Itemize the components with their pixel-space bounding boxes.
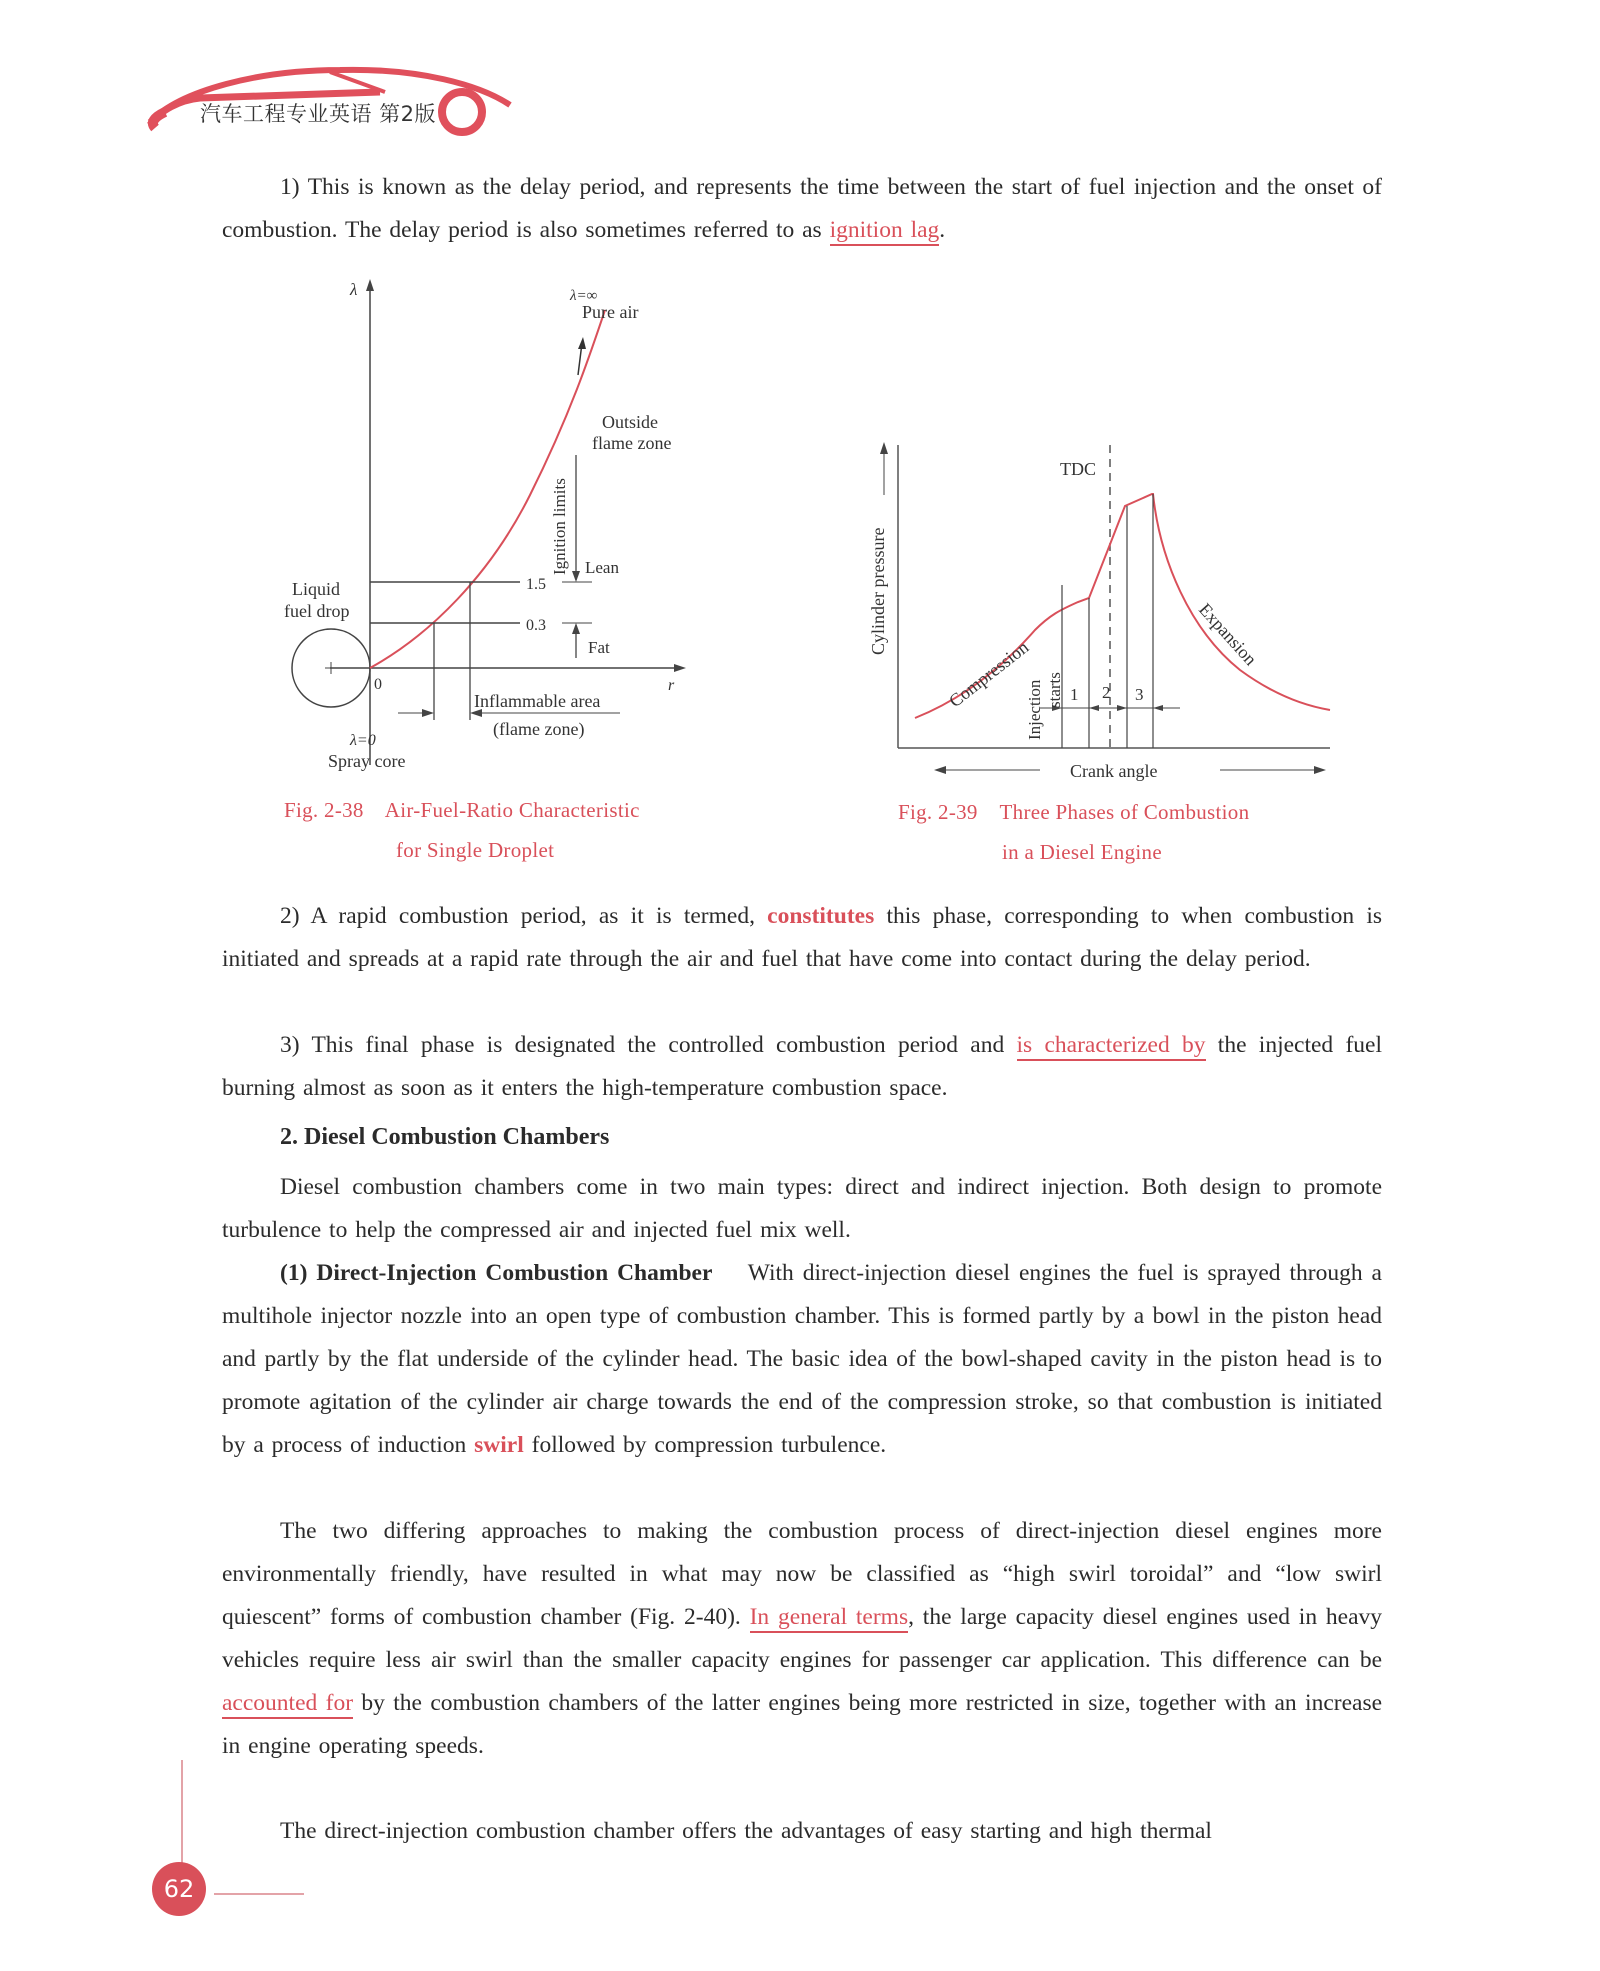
svg-text:0.3: 0.3 [526,617,546,634]
figure-2-38-caption [284,790,640,870]
svg-text:Expansion: Expansion [1195,599,1261,670]
svg-text:Fat: Fat [588,638,610,657]
figure-2-39-caption [898,792,1249,872]
paragraph-4 [222,1166,1382,1252]
caption-line: Three Phases of Combustion [999,800,1250,824]
svg-text:Inflammable area: Inflammable area [474,691,601,711]
paragraph-text: , the large capacity diesel engines used in heavy vehicles require less air swirl than the smaller capacity engines for passenger car application. This difference can be [222,1604,1382,1673]
paragraph-text: by the combustion chambers of the latter engines being more restricted in size, together with an increase in engine operating speeds. [222,1690,1383,1759]
footer-rule [214,1893,304,1895]
subsection-heading: (1) Direct-Injection Combustion Chamber [280,1260,713,1286]
vocab-highlight: swirl [474,1432,524,1458]
svg-text:Injection: Injection [1025,679,1044,740]
paragraph-1 [222,166,1382,252]
caption-line: for Single Droplet [396,838,555,862]
svg-text:Pure air: Pure air [582,302,639,322]
paragraph-text: The direct-injection combustion chamber offers the advantages of easy starting and high thermal [280,1818,1212,1844]
svg-text:Liquid: Liquid [292,579,340,599]
svg-text:starts: starts [1045,672,1064,708]
svg-text:Lean: Lean [585,558,619,577]
svg-text:flame zone: flame zone [592,433,672,453]
caption-line: Air-Fuel-Ratio Characteristic [384,798,640,822]
list-number: 1) [280,174,300,200]
section-heading: 2. Diesel Combustion Chambers [280,1124,610,1150]
list-number: 2) [280,903,300,929]
caption-line: in a Diesel Engine [1002,840,1162,864]
page-number-badge: 62 [152,1862,206,1916]
paragraph-3 [222,1024,1382,1110]
svg-text:fuel drop: fuel drop [284,601,350,621]
margin-rule [181,1760,183,1870]
svg-text:1.5: 1.5 [526,576,546,593]
paragraph-text: the injected fuel burning almost as soon as it enters the high-temperature combustion space. [222,1032,1383,1101]
vocab-highlight: In general terms [750,1604,909,1633]
svg-text:0: 0 [374,676,382,693]
svg-text:(flame zone): (flame zone) [493,719,585,739]
svg-text:Outside: Outside [602,412,658,432]
paragraph-text: Diesel combustion chambers come in two main types: direct and indirect injection. Both design to promote turbulence to help the compressed air and injected fuel mix well. [222,1174,1382,1243]
svg-text:1: 1 [1070,685,1079,704]
caption-number: Fig. 2-38 [284,798,364,822]
svg-text:Ignition limits: Ignition limits [550,478,569,575]
svg-text:λ=0: λ=0 [350,732,376,749]
svg-text:3: 3 [1135,685,1144,704]
paragraph-text: A rapid combustion period, as it is termed, [310,903,755,929]
svg-text:Spray core: Spray core [328,751,406,771]
combustion-phases-chart [860,430,1330,790]
paragraph-text: With direct-injection diesel engines the fuel is sprayed through a multihole injector nozzle into an open type of combustion chamber. This is formed partly by a bowl in the piston head and partly by the flat underside of the cylinder head. The basic idea of the bowl-shaped cavity in the piston head is to promote agitation of the cylinder air charge towards the end of the compression stroke, so that combustion is initiated by a process of induction [222,1260,1382,1458]
paragraph-6 [222,1510,1382,1768]
air-fuel-ratio-diagram [270,275,710,775]
vocab-highlight: ignition lag [830,217,940,246]
list-number: 3) [280,1032,300,1058]
paragraph-text: This final phase is designated the controlled combustion period and [311,1032,1005,1058]
paragraph-text: . [939,217,946,243]
figure-2-38 [270,275,710,780]
paragraph-text: The two differing approaches to making the combustion process of direct-injection diesel engines more environmentally friendly, have resulted in what may now be classified as “high swirl toroidal” and “low swirl quiescent” forms of combustion chamber (Fig. 2-40). [222,1518,1382,1630]
paragraph-text: followed by compression turbulence. [531,1432,887,1458]
svg-text:2: 2 [1102,683,1111,702]
book-title: 汽车工程专业英语 第2版 [200,102,437,126]
vocab-highlight: is characterized by [1017,1032,1206,1061]
caption-number: Fig. 2-39 [898,800,978,824]
svg-text:λ=∞: λ=∞ [570,288,598,304]
paragraph-text: this phase, corresponding to when combustion is initiated and spreads at a rapid rate through the air and fuel that have come into contact during the delay period. [222,903,1382,972]
svg-text:TDC: TDC [1060,459,1096,479]
paragraph-2 [222,895,1382,981]
paragraph-7 [222,1810,1382,1853]
svg-text:Crank angle: Crank angle [1070,761,1158,781]
svg-text:Cylinder pressure: Cylinder pressure [868,527,888,655]
svg-text:Compression: Compression [945,636,1033,712]
svg-text:λ: λ [350,280,358,299]
vocab-highlight: accounted for [222,1690,353,1719]
vocab-highlight: constitutes [767,903,875,929]
paragraph-5 [222,1252,1382,1467]
figure-2-39 [860,430,1330,795]
svg-text:r: r [668,677,675,694]
paragraph-text: This is known as the delay period, and represents the time between the start of fuel injection and the onset of combustion. The delay period is also sometimes referred to as [222,174,1382,243]
